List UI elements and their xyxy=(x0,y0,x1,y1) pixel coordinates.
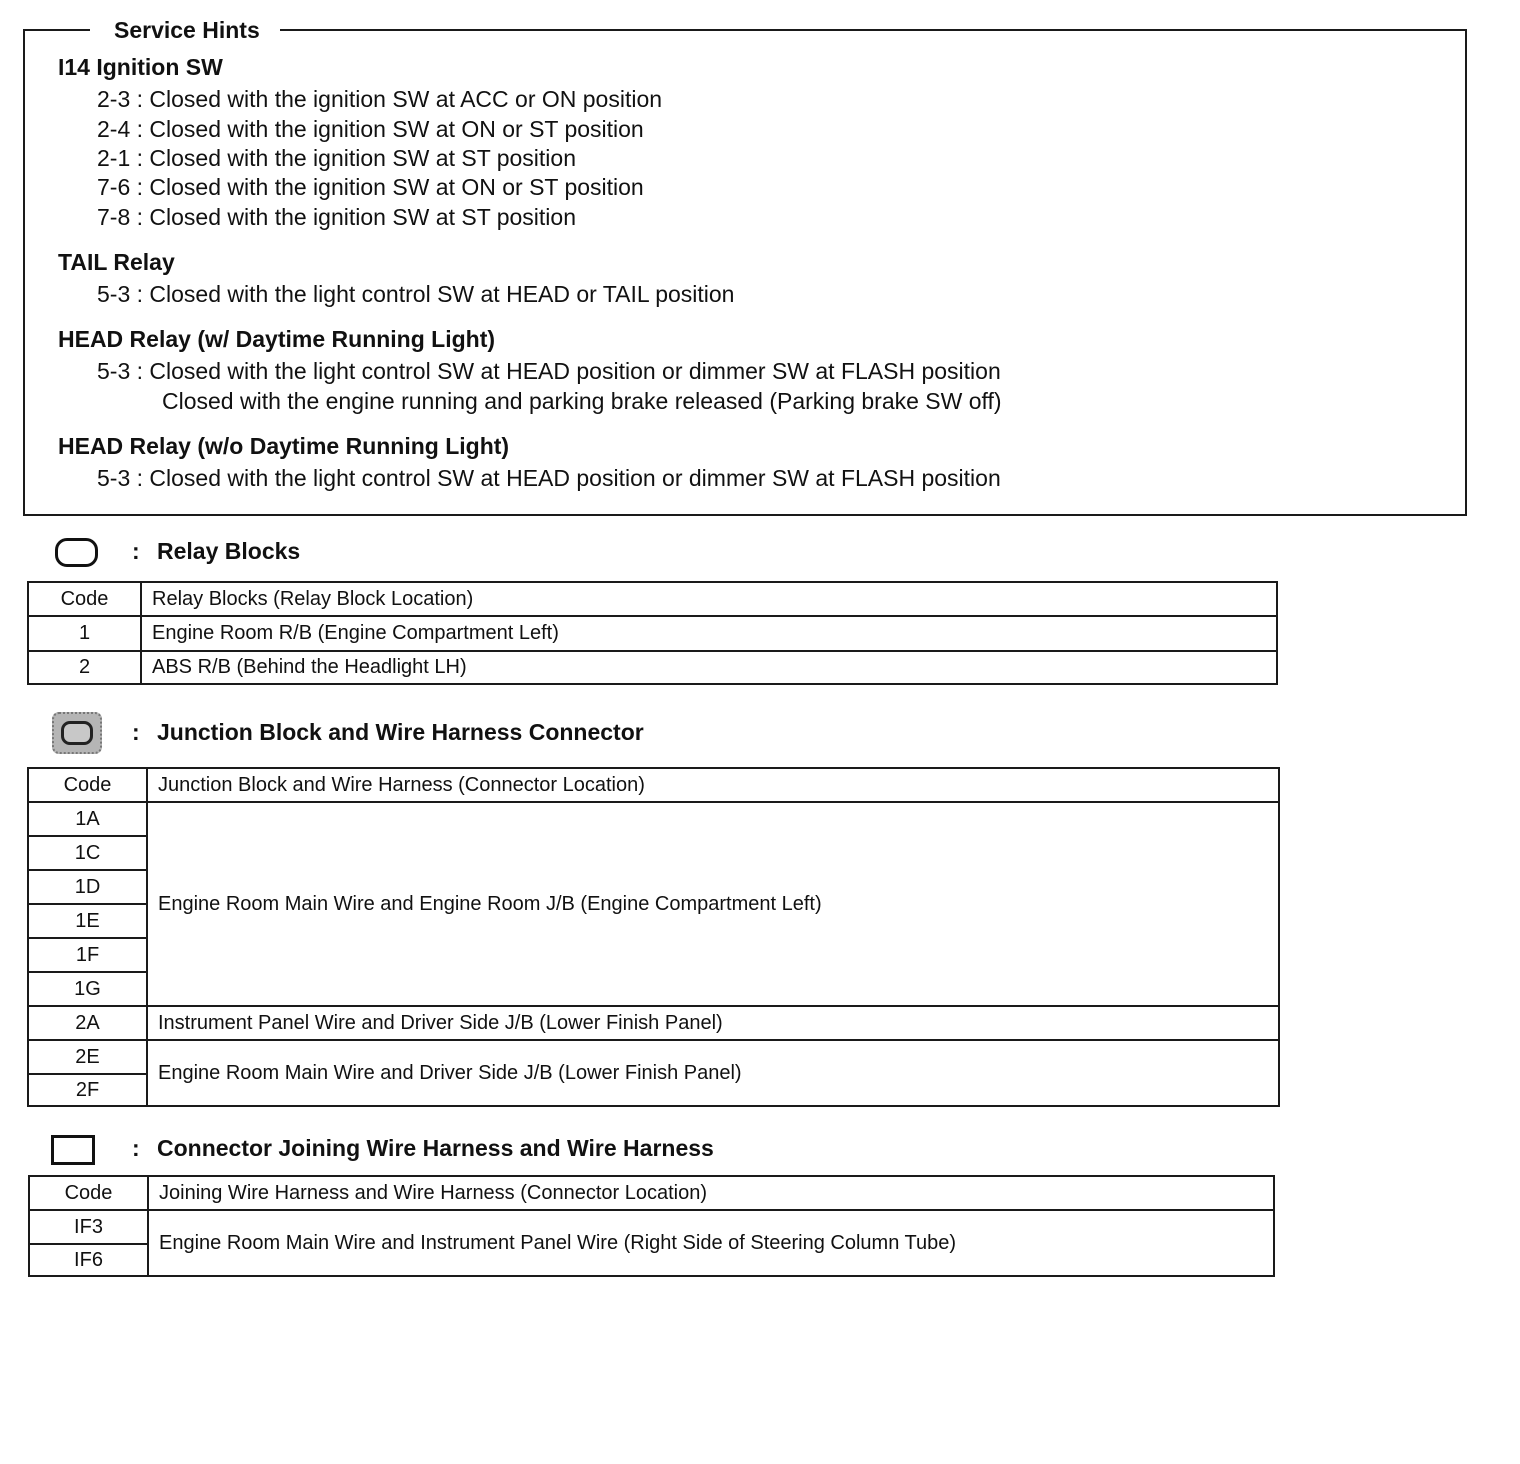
code-cell: 2A xyxy=(28,1006,147,1040)
hint-text: Closed with the ignition SW at ON or ST position xyxy=(149,174,644,200)
hint-heading-head-relay-drl: HEAD Relay (w/ Daytime Running Light) xyxy=(58,326,496,352)
code-cell: 2F xyxy=(28,1074,147,1106)
code-cell: 1 xyxy=(28,616,141,651)
hint-text: Closed with the light control SW at HEAD position or dimmer SW at FLASH position xyxy=(149,465,1001,491)
connector-title: : Connector Joining Wire Harness and Wire Harness xyxy=(132,1135,714,1161)
description-header: Relay Blocks (Relay Block Location) xyxy=(141,582,1277,616)
hint-terminal: 5-3 xyxy=(97,465,131,491)
hint-continuation: Closed with the engine running and parking brake released (Parking brake SW off) xyxy=(162,388,1002,414)
hint-line: 5-3 : Closed with the light control SW at HEAD position or dimmer SW at FLASH position xyxy=(97,465,1001,491)
hint-heading-ignition-sw: I14 Ignition SW xyxy=(58,54,223,80)
hint-terminal: 7-6 xyxy=(97,174,131,200)
hint-line: 5-3 : Closed with the light control SW at HEAD position or dimmer SW at FLASH position xyxy=(97,358,1001,384)
code-cell: 2 xyxy=(28,651,141,684)
hint-line: 2-3 : Closed with the ignition SW at ACC or ON position xyxy=(97,86,663,112)
hint-line: 5-3 : Closed with the light control SW at HEAD or TAIL position xyxy=(97,281,735,307)
table-header-row xyxy=(28,768,1279,802)
table-row xyxy=(28,1040,1279,1074)
description-cell: Engine Room Main Wire and Engine Room J/B (Engine Compartment Left) xyxy=(147,802,1279,1006)
hint-line: 2-1 : Closed with the ignition SW at ST position xyxy=(97,145,576,171)
description-cell: Engine Room Main Wire and Instrument Panel Wire (Right Side of Steering Column Tube) xyxy=(148,1210,1274,1276)
hint-text: Closed with the light control SW at HEAD or TAIL position xyxy=(149,281,735,307)
table-row xyxy=(29,1210,1274,1244)
hint-terminal: 5-3 xyxy=(97,358,131,384)
hint-terminal: 7-8 xyxy=(97,204,131,230)
description-cell: Engine Room Main Wire and Driver Side J/B (Lower Finish Panel) xyxy=(147,1040,1279,1106)
code-cell: 1F xyxy=(28,938,147,972)
code-header: Code xyxy=(28,768,147,802)
hint-text: Closed with the ignition SW at ON or ST position xyxy=(149,116,644,142)
description-cell: Engine Room R/B (Engine Compartment Left) xyxy=(141,616,1277,651)
description-cell: ABS R/B (Behind the Headlight LH) xyxy=(141,651,1277,684)
code-cell: 2E xyxy=(28,1040,147,1074)
code-cell: IF6 xyxy=(29,1244,148,1276)
code-cell: 1C xyxy=(28,836,147,870)
code-cell: 1G xyxy=(28,972,147,1006)
table-row xyxy=(28,651,1277,684)
connector-symbol-icon xyxy=(51,1135,95,1165)
junction-block-symbol-icon xyxy=(52,712,102,754)
table-row xyxy=(28,616,1277,651)
hint-terminal: 2-1 xyxy=(97,145,131,171)
hint-text: Closed with the ignition SW at ACC or ON position xyxy=(149,86,663,112)
table-row xyxy=(28,1006,1279,1040)
service-hints-title: Service Hints xyxy=(90,16,280,44)
hint-text: Closed with the ignition SW at ST position xyxy=(149,204,576,230)
hint-text: Closed with the light control SW at HEAD position or dimmer SW at FLASH position xyxy=(149,358,1001,384)
code-cell: 1D xyxy=(28,870,147,904)
hint-heading-tail-relay: TAIL Relay xyxy=(58,249,175,275)
code-cell: IF3 xyxy=(29,1210,148,1244)
code-cell: 1E xyxy=(28,904,147,938)
description-cell: Instrument Panel Wire and Driver Side J/B (Lower Finish Panel) xyxy=(147,1006,1279,1040)
code-header: Code xyxy=(29,1176,148,1210)
relay-blocks-table xyxy=(27,581,1278,685)
description-header: Junction Block and Wire Harness (Connector Location) xyxy=(147,768,1279,802)
hint-line: 7-8 : Closed with the ignition SW at ST position xyxy=(97,204,576,230)
description-header: Joining Wire Harness and Wire Harness (Connector Location) xyxy=(148,1176,1274,1210)
hint-line: 7-6 : Closed with the ignition SW at ON or ST position xyxy=(97,174,644,200)
hint-terminal: 2-4 xyxy=(97,116,131,142)
code-cell: 1A xyxy=(28,802,147,836)
table-header-row xyxy=(29,1176,1274,1210)
junction-block-title: : Junction Block and Wire Harness Connector xyxy=(132,719,644,745)
hint-terminal: 5-3 xyxy=(97,281,131,307)
table-header-row xyxy=(28,582,1277,616)
hint-text: Closed with the ignition SW at ST position xyxy=(149,145,576,171)
hint-terminal: 2-3 xyxy=(97,86,131,112)
connector-table xyxy=(28,1175,1275,1277)
hint-line: 2-4 : Closed with the ignition SW at ON or ST position xyxy=(97,116,644,142)
code-header: Code xyxy=(28,582,141,616)
hint-heading-head-relay-no-drl: HEAD Relay (w/o Daytime Running Light) xyxy=(58,433,510,459)
junction-block-table xyxy=(27,767,1280,1107)
relay-block-symbol-icon xyxy=(55,538,98,567)
relay-blocks-title: : Relay Blocks xyxy=(132,538,301,564)
table-row xyxy=(28,802,1279,836)
